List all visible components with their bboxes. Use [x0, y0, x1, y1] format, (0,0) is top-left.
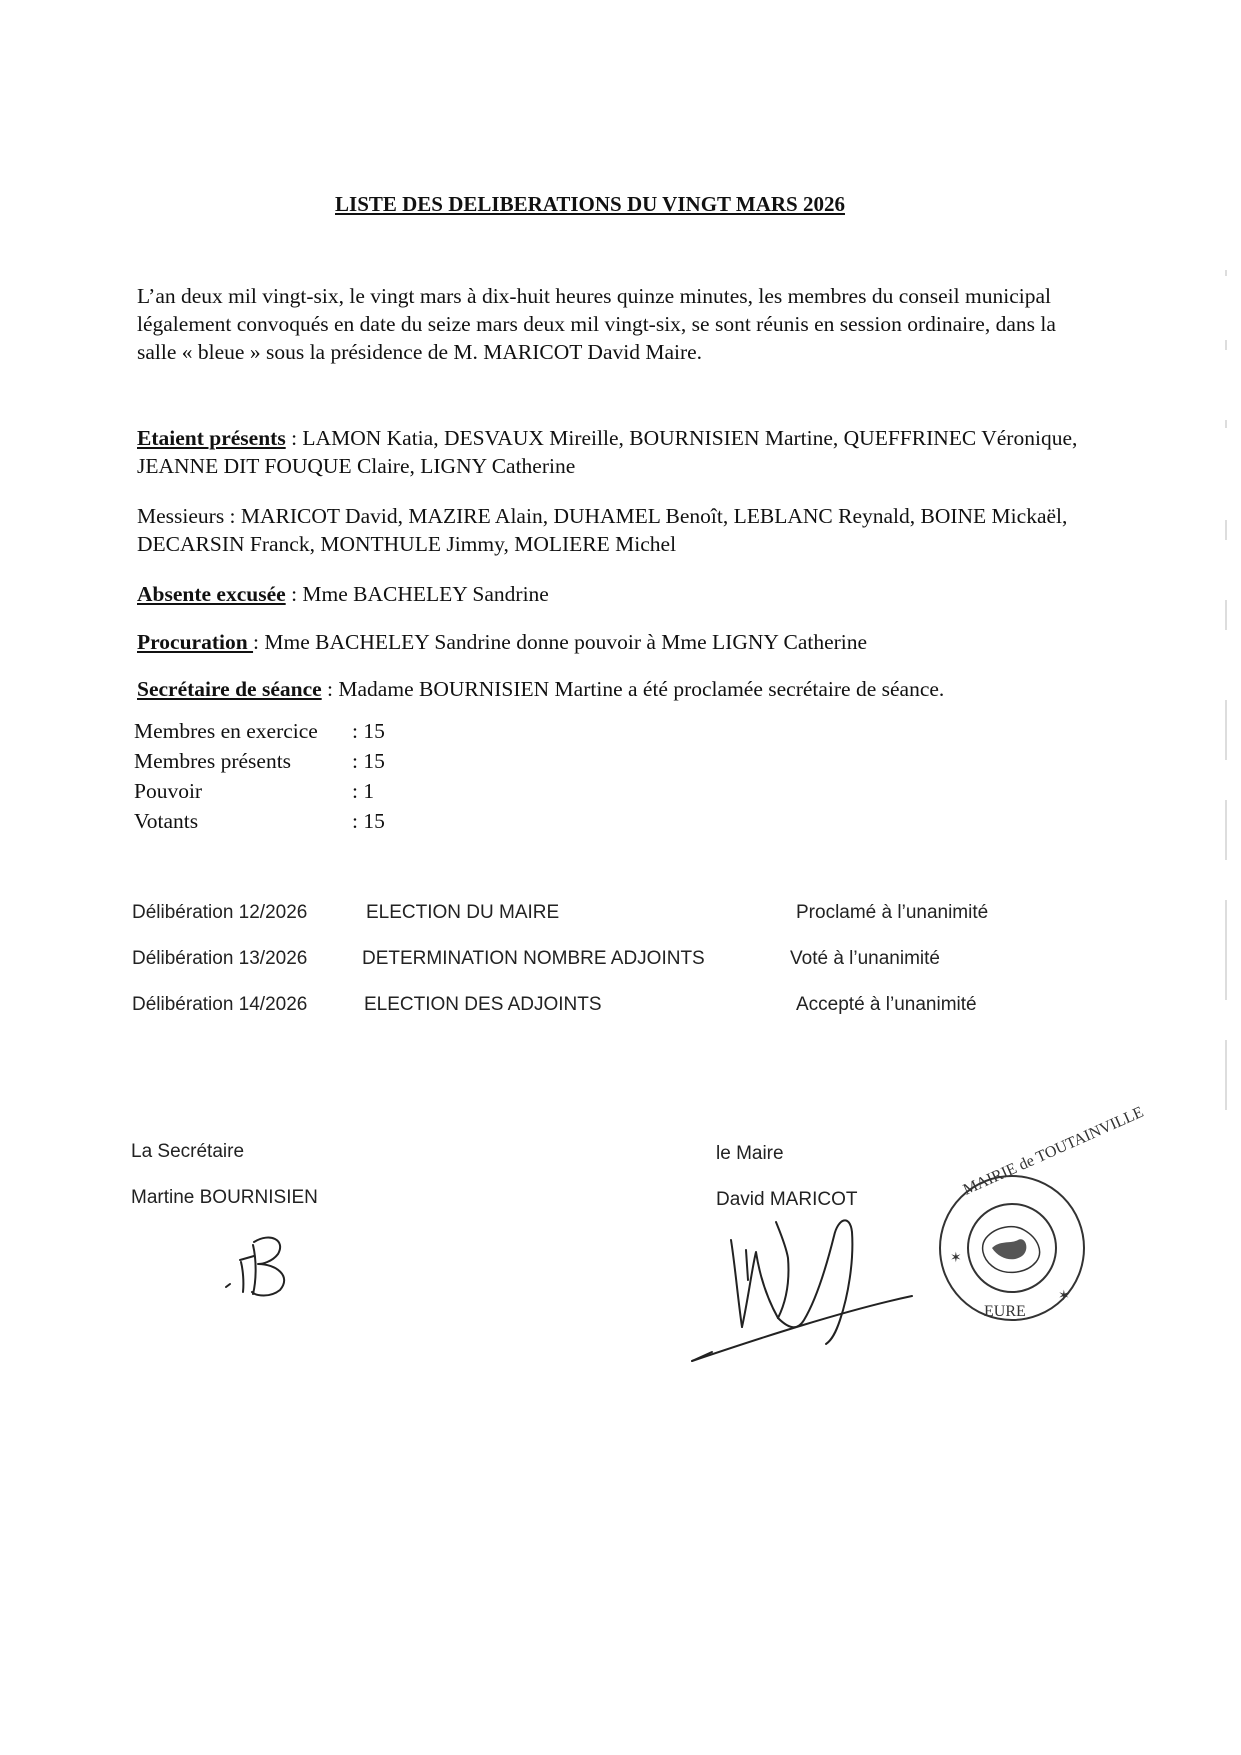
- stamp-star-icon: ✶: [950, 1251, 962, 1266]
- stat-value: : 15: [352, 809, 385, 833]
- secretary-role: La Secrétaire: [131, 1141, 245, 1162]
- stat-value: : 1: [352, 779, 375, 803]
- stat-value: : 15: [352, 719, 385, 743]
- mayor-role: le Maire: [716, 1143, 784, 1164]
- deliberation-result: Voté à l’unanimité: [790, 948, 940, 969]
- stat-label: Votants: [134, 809, 199, 833]
- members-stats: [134, 716, 385, 836]
- procuration-label: Procuration: [137, 630, 254, 654]
- deliberation-number: Délibération 13/2026: [132, 948, 308, 969]
- stamp-text-top: MAIRIE de TOUTAINVILLE: [960, 1103, 1147, 1199]
- stat-label: Pouvoir: [134, 779, 203, 803]
- deliberation-number: Délibération 14/2026: [132, 994, 308, 1015]
- deliberation-object: ELECTION DES ADJOINTS: [364, 994, 602, 1015]
- absente-label: Absente excusée: [137, 582, 286, 606]
- stat-row: [134, 746, 385, 776]
- stat-row: [134, 716, 385, 746]
- intro-paragraph: L’an deux mil vingt-six, le vingt mars à dix-huit heures quinze minutes, les membres du conseil municipal légalement convoqués en date du seize mars deux mil vingt-six, se sont réunis en session ordinaire, dans la salle « bleue » sous la présidence de M. MARICOT David Maire.: [137, 284, 1056, 364]
- deliberation-result: Proclamé à l’unanimité: [796, 902, 989, 923]
- mayor-name: David MARICOT: [716, 1189, 858, 1210]
- deliberation-object: ELECTION DU MAIRE: [366, 902, 560, 923]
- secretary-signature: [226, 1238, 284, 1296]
- secretaire-text: : Madame BOURNISIEN Martine a été proclamée secrétaire de séance.: [321, 677, 945, 701]
- deliberation-number: Délibération 12/2026: [132, 902, 308, 923]
- procuration-paragraph: [137, 628, 1097, 656]
- presents-label: Etaient présents: [137, 426, 286, 450]
- deliberation-object: DETERMINATION NOMBRE ADJOINTS: [362, 948, 705, 969]
- stamp-star-icon: ✶: [1058, 1289, 1070, 1304]
- stat-label: Membres présents: [134, 749, 292, 773]
- document-title: LISTE DES DELIBERATIONS DU VINGT MARS 2026: [335, 192, 845, 216]
- stat-row: [134, 806, 385, 836]
- stat-row: [134, 776, 385, 806]
- messieurs-paragraph: Messieurs : MARICOT David, MAZIRE Alain, DUHAMEL Benoît, LEBLANC Reynald, BOINE Mickaël, DECARSIN Franck, MONTHULE Jimmy, MOLIERE Michel: [137, 504, 1068, 556]
- stat-label: Membres en exercice: [134, 719, 318, 743]
- presents-text: : LAMON Katia, DESVAUX Mireille, BOURNISIEN Martine, QUEFFRINEC Véronique, JEANNE DIT FOUQUE Claire, LIGNY Catherine: [137, 426, 1078, 478]
- secretaire-label: Secrétaire de séance: [137, 677, 322, 701]
- mayor-signature: [692, 1220, 912, 1361]
- stat-value: : 15: [352, 749, 385, 773]
- deliberation-result: Accepté à l’unanimité: [796, 994, 977, 1015]
- stamp-text-bottom: EURE: [984, 1303, 1026, 1320]
- secretary-name: Martine BOURNISIEN: [131, 1187, 318, 1208]
- absente-text: : Mme BACHELEY Sandrine: [285, 582, 549, 606]
- absente-paragraph: [137, 580, 1097, 608]
- mairie-stamp: [940, 1104, 1146, 1320]
- secretaire-paragraph: [137, 675, 1097, 703]
- presents-paragraph: [137, 424, 1097, 480]
- procuration-text: : Mme BACHELEY Sandrine donne pouvoir à Mme LIGNY Catherine: [253, 630, 868, 654]
